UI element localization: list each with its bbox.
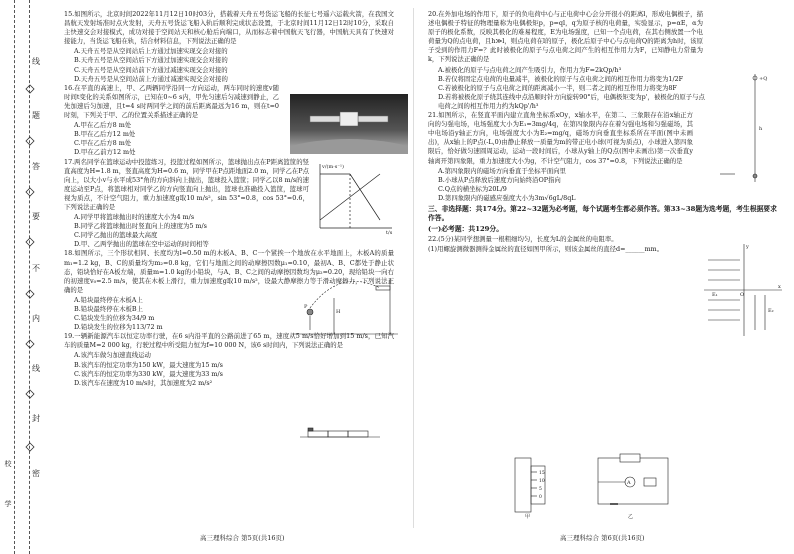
diamond-icon xyxy=(26,290,34,298)
option: A.甲在乙后方8 m处 xyxy=(74,121,132,130)
option: D.铅块发生的位移为113/72 m xyxy=(74,323,163,332)
svg-text:15: 15 xyxy=(539,471,545,476)
margin-char: 答 xyxy=(32,162,40,171)
svg-text:x: x xyxy=(778,284,781,290)
diamond-icon xyxy=(26,137,34,145)
question-16: 16.在平直的高速上，甲、乙两辆同学沿同一方向运动，两车同时的速度v随时间t变化的关系如图所示，已知在0~6 s内，甲先匀速后匀减速到静止，乙先加速后匀加速，且t=4 s时两同学之间的前后距离最远为16 m，则在t=0时刻，下列关于甲、乙的位置关系描述正确的是 xyxy=(64,83,279,120)
diamond-icon xyxy=(26,188,34,196)
blocks-figure xyxy=(300,425,380,439)
diamond-icon xyxy=(26,85,34,93)
svg-text:H: H xyxy=(336,309,341,315)
option: C.甲在乙后方8 m处 xyxy=(74,139,132,148)
diamond-icon xyxy=(26,238,34,246)
option: B.该汽车的恒定功率为150 kW，最大速度为15 m/s xyxy=(74,360,223,369)
velocity-time-graph xyxy=(310,160,395,235)
svg-text:5: 5 xyxy=(539,487,542,492)
page-6-footer: 高三理科综合 第6页(共16页) xyxy=(560,534,645,542)
option: B.小球从P点释放后速度方向始终沿OP指向 xyxy=(438,175,561,184)
svg-text:P: P xyxy=(304,304,308,310)
margin-diamonds xyxy=(25,0,35,554)
option: D.甲在乙前方12 m处 xyxy=(74,148,136,157)
question-19-options xyxy=(64,351,394,387)
field-coordinate-figure xyxy=(700,240,785,340)
section-3-subheading: (一)必考题：共129分。 xyxy=(428,225,503,234)
option: B.同学乙将篮球抛出时竖直向上的速度为5 m/s xyxy=(74,222,207,231)
option: A.铅块最终停在木板A上 xyxy=(74,295,143,304)
svg-text:y: y xyxy=(746,244,749,250)
option: A.天舟五号是从空间站后上方通过加速实现交会对接的 xyxy=(74,47,228,56)
option: D.天舟五号是从空间站前上方通过减速实现交会对接的 xyxy=(74,74,228,83)
question-18: 18.如图所示，三个形状相同、长度均为l=0.50 m的木板A、B、C一个紧挨一个地放在水平地面上，木板A的质量m₁=1.2 kg，B、C的质量均为m₂=0.8 kg，它们与地面之间的动摩擦因数μ₁=0.10，最初A、B、C都处于静止状态，铅块恰好在A板左端，质量m=1.0 kg的小铅块，与A、B、C之间的动摩擦因数均为μ₂=0.20，现给铅块一向右的初速度v₀=2.5 m/s，使其在木板上滑行，重力加速度g取10 m/s²，设最大静摩擦力等于滑动摩擦力，下列说法正确的是 xyxy=(64,249,394,294)
margin-char: 不 xyxy=(32,264,40,273)
binding-margin xyxy=(0,0,40,554)
diamond-icon xyxy=(26,390,34,398)
option: C.天舟五号是从空间站前下方通过减速实现交会对接的 xyxy=(74,65,228,74)
option: A.同学甲将篮球抛出时的速度大小为4 m/s xyxy=(74,213,195,222)
margin-label: 校 xyxy=(4,460,12,468)
svg-text:+Q: +Q xyxy=(759,76,768,82)
option: D.该汽车在速度为10 m/s时，其加速度为2 m/s² xyxy=(74,378,213,387)
option: C.铅块发生的位移为34/9 m xyxy=(74,314,155,323)
basketball-figure xyxy=(290,268,400,338)
option: C.若被极化的原子与点电荷之间的距离减小一半，则二者之间的相互作用力将变为8F xyxy=(438,83,677,92)
option: C.该汽车的恒定功率为330 kW，最大速度为33 m/s xyxy=(74,369,223,378)
question-22: 22.(5分)某同学想测量一根粗细均匀，长度为L的金属丝的电阻率。 xyxy=(428,235,618,244)
svg-text:A: A xyxy=(627,480,631,486)
option: B.铅块最终停在木板B上 xyxy=(74,305,143,313)
margin-char: 要 xyxy=(32,212,40,221)
option: C.Q点的横坐标为20L/9 xyxy=(438,184,507,193)
option: D.第四象限内的磁感应强度大小为3m√6gL/8qL xyxy=(438,193,576,202)
svg-text:0: 0 xyxy=(539,495,542,500)
circuit-figure-yi xyxy=(590,452,675,520)
question-20-options xyxy=(428,66,708,111)
margin-char: 封 xyxy=(32,414,40,423)
svg-text:O: O xyxy=(740,292,745,298)
option: A.被极化的原子与点电荷之间产生吸引力，作用力为F=2kQp/h³ xyxy=(438,65,622,74)
figure-label-jia: 甲 xyxy=(525,514,531,520)
svg-text:E₂: E₂ xyxy=(768,308,774,314)
margin-dashed-line-outer xyxy=(14,0,15,554)
svg-text:10: 10 xyxy=(539,479,545,484)
micrometer-figure-jia xyxy=(505,452,565,520)
margin-char: 线 xyxy=(32,57,40,66)
question-19: 19.一辆新能源汽车以恒定功率行驶，在6 s内沿平直的公路前进了65 m，速度从5 m/s恰好增加到15 m/s，已知汽车的质量M=2 000 kg，行驶过程中所受阻力恒为f=10 000 N，该6 s时间内，下列说法正确的是 xyxy=(64,332,394,350)
option: A.第四象限内的磁场方向垂直于坐标平面向里 xyxy=(438,166,567,175)
figure-label-yi: 乙 xyxy=(628,514,634,520)
page-5-footer: 高三理科综合 第5页(共16页) xyxy=(200,534,285,542)
margin-char: 内 xyxy=(32,314,40,323)
question-22-part-1: (1)用螺旋测微器测得金属丝的直径如图甲所示，则该金属丝的直径d=______mm。 xyxy=(428,245,664,254)
space-station-photo xyxy=(290,94,408,154)
margin-char: 题 xyxy=(32,111,40,120)
question-20: 20.在外加电场的作用下，原子的负电荷中心与正电荷中心会分开很小的距离l，形成电偶极子，描述电偶极子特征的物理量称为电偶极矩p，p=ql，q为原子核的电荷量，实验显示，p=αE，α为原子的极化系数，反映其极化的难易程度，E为电场强度，已知一个点电荷，在其右侧放置一个电荷量为Q的点电荷，且h≫l，则点电荷在l的原子，极化后原子中心与点电荷Q的距离为h时，该原子受到的作用力F=？此时被极化的原子与点电荷之间产生的相互作用力为F，已知静电力常量为k，下列说法正确的是 xyxy=(428,10,703,64)
diamond-icon xyxy=(26,340,34,348)
option: C.同学乙抛出的篮球最大高度 xyxy=(74,231,158,240)
question-17: 17.两名同学在篮球运动中投篮练习，投篮过程如图所示，篮球抛出点在P距离篮筐的竖直高度为H=1.8 m，竖直高度为H=0.6 m，同学甲在P点距地面2.0 m，同学乙在P点向上，以大小v与水平成53°角的方向斜向上抛出，篮球投入篮筐；同学乙以8 m/s的速度运动至P点，将篮球相对同学乙的方向竖直向上抛出，篮球也准确投入篮筐，篮球可视为质点，不计空气阻力，重力加速度g取10 m/s²，sin 53°=0.8，cos 53°=0.6，下列说法正确的是 xyxy=(64,157,309,211)
svg-text:E₁: E₁ xyxy=(712,292,718,298)
margin-char: 线 xyxy=(32,364,40,373)
question-21: 21.如图所示，在竖直平面内建立直角坐标系xOy，x轴水平，在第二、三象限存在沿x轴正方向的匀强电场，电场强度大小为E₁=3mg/4q，在第四象限内存在着匀强电场和匀强磁场，其中电场沿y轴正方向，电场强度大小为E₂=mg/q，磁场方向垂直坐标系所在平面(图中未画出)，从x轴上的P点(-L,0)由静止释放一质量为m的带正电小球(可视为质点)，小球进入第四象限后，恰好做匀速圆周运动，运动一段时间后，小球从y轴上的Q点(图中未画出)第一次垂直y轴离开第四象限，重力加速度大小为g，不计空气阻力，cos 37°=0.8，下列说法正确的是 xyxy=(428,111,693,165)
dipole-figure xyxy=(715,70,775,190)
svg-text:v/(m·s⁻¹): v/(m·s⁻¹) xyxy=(322,164,344,170)
option: D.甲、乙两学抛出的篮球在空中运动的时间相等 xyxy=(74,240,209,249)
svg-text:h: h xyxy=(759,126,763,132)
question-15: 15.如图所示，北京时间2022年11月12日10时03分，搭载着天舟五号货运飞船的长征七号遥六运载火箭，在我国文昌航天发射场准时点火发射，天舟五号货运飞船入轨后顺利完成状态设置，于北京时间11月12日12时10分，采取自主快速交会对接模式，成功对接于空间站天和核心舱后向端口，从而标志着中国航天飞行器，中国航天具有了快速对接能力，当货运飞船在轨，结合材料信息，下列说法正确的是 xyxy=(64,10,394,46)
margin-char: 密 xyxy=(32,469,40,478)
section-3-heading: 三、非选择题：共174分。第22~32题为必考题，每个试题考生都必须作答。第33~38题为选考题，考生根据要求作答。 xyxy=(428,204,777,223)
diamond-icon xyxy=(26,443,34,451)
option: B.若仅将固定点电荷的电量减半，被极化的原子与点电荷之间的相互作用力将变为1/2F xyxy=(438,74,684,83)
option: B.天舟五号是从空间站后下方通过加速实现交会对接的 xyxy=(74,56,228,65)
option: B.甲在乙后方12 m处 xyxy=(74,130,136,139)
question-15-options xyxy=(64,47,284,83)
option: D.若将被极化原子绕其连线中点沿顺时针方向旋转90°后，电偶极矩变为p'，被极化的原子与点电荷之间的相互作用力约为kQp'/h³ xyxy=(438,92,705,110)
margin-label: 学 xyxy=(4,500,12,508)
svg-text:t/s: t/s xyxy=(386,230,393,235)
column-divider xyxy=(413,8,414,528)
option: A.该汽车做匀加速直线运动 xyxy=(74,351,151,360)
